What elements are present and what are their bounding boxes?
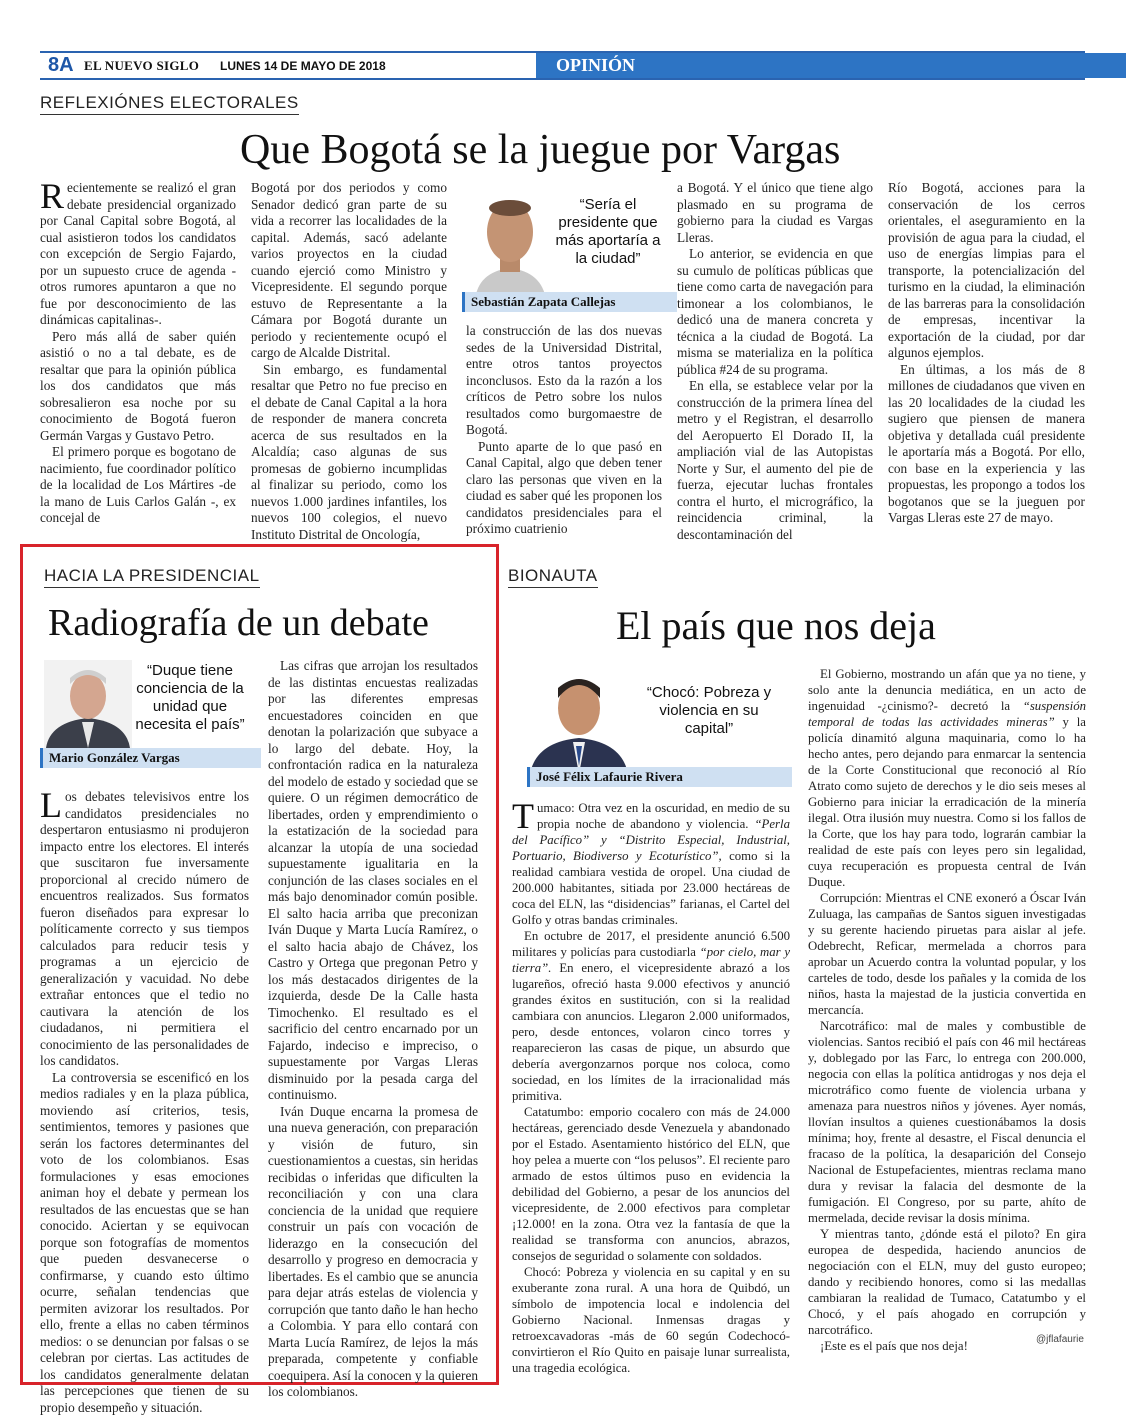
article2-column-1: Los debates televisivos entre los candidatos presidenciales no despertaron entusiasmo ni produjeron impacto entre los electores. El interés que suscitaron fue inversamente proporcional al crecido número de encuentros realizados. Sus formatos fueron diseñados para expresar lo políticamente correcto y sus tiempos calculados para reducir tesis y programas a un ejercicio de generalización y vacuidad. No debe extrañar entonces que el tedio no cautivara la atención de los ciudadanos, ni permitiera el conocimiento de las personalidades de los candidatos. La controversia se escenificó en los medios radiales y en la plaza pública, moviendo así criterios, tesis, sentimientos, temores y pasiones que serán los factores determinantes del voto de los colombianos. Esas formulaciones y esas emociones animan hoy el debate y permean los resultados de las encuestas que se han conocido. Aciertan y se equivocan porque son fotografías de momentos que pueden desvanecerse o confirmarse, y cuando esto último ocurre, señalan tendencias que permiten avizorar los resultados. Por ello, frente a ellas no caben términos medios: o se denuncian por falsas o se celebran por ciertas. Las actitudes de los candidatos generalmente delatan las percepciones que tienen de su propio desempeño y situación. (40, 785, 249, 1415)
section-title: OPINIÓN (556, 55, 636, 75)
newspaper-name: EL NUEVO SIGLO (84, 58, 200, 73)
article1-kicker: REFLEXIÓNES ELECTORALES (40, 93, 299, 115)
article1-column-5: Río Bogotá, acciones para la conservación de los cerros orientales, el aseguramiento en la provisión de agua para la ciudad, el uso de energías limpias para el transporte, la potencialización del turismo en la ciudad, la eliminación de las barreras para la consolidación de empresas, incentivar la exportación de la ciudad, por dar algunos ejemplos. En últimas, a los más de 8 millones de ciudadanos que viven en las 20 localidades de la ciudad les sugiero que piensen de manera objetiva y detallada cuál presidente le aportaría más a Bogotá. Por ello, con base en la experiencia y las propuestas, les propongo a todos los bogotanos que se la jueguen por Vargas Lleras este 27 de mayo. (888, 180, 1085, 525)
article1-headline: Que Bogotá se la juegue por Vargas (240, 127, 841, 173)
issue-date: LUNES 14 DE MAYO DE 2018 (220, 59, 386, 73)
article3-column-1: Tumaco: Otra vez en la oscuridad, en medio de su propia noche de abandono y violencia. “Perla del Pacífico” y “Distrito Especial, Industrial, Portuario, Biodiverso y Ecoturístico”, como si la realidad cambiara vestida de oropel. Una ciudad de 200.000 habitantes, sitiada por 23.000 hectáreas de coca del ELN, las “disidencias” farianas, el Cartel del Golfo y otras bandas criminales. En octubre de 2017, el presidente anunció 6.500 militares y policías para custodiarla “por cielo, mar y tierra”. En enero, el vicepresidente abrazó a los lugareños, ofreció hasta 9.000 efectivos y anunció grandes éxitos en sustitución, con si la realidad cambiara con anuncios. Llegaron 2.000 uniformados, pero, desde entonces, volaron cinco torres y reaparecieron las casas de pique, un absurdo que debería avergonzarnos porque nos coloca, como sociedad, en los límites de la irracionalidad más primitiva. Catatumbo: emporio cocalero con más de 24.000 hectáreas, gerenciado desde Venezuela y abandonado por el Estado. Asentamiento histórico del ELN, que hoy pelea a muerte con “los pelusos”. El reciente paro armado de estos últimos puso en evidencia la debilidad del Gobierno, a pesar de los anuncios del vicepresidente, de 2.000 efectivos para completar ¡12.000! en la zona. Otra vez la fantasía de que la realidad se transforma con anuncios, abrazos, consejos de seguridad o solamente con soldados. Chocó: Pobreza y violencia en su capital y en su exuberante zona rural. A una hora de Quibdó, un símbolo de impotencia local e indolencia del Gobierno Nacional. Inmensas dragas y retroexcavadoras -más de 60 según Codechocó- convirtieron el Río Quito en paisaje lunar surrealista, una tragedia ecológica. (512, 796, 790, 1375)
page-number: 8A (48, 54, 74, 76)
article2-headline: Radiografía de un debate (48, 602, 429, 644)
section-banner (536, 53, 1126, 78)
article1-column-3: la construcción de las dos nuevas sedes de la Universidad Distrital, entre otros tantos proyectos inconclusos. Esto da la razón a los críticos de Petro sobre los nulos resultados como burgomaestre de Bogotá. Punto aparte de lo que pasó en Canal Capital, algo que deben tener claro las personas que viven en la ciudad es saber qué les proponen los candidatos presidenciales para el próximo cuatrienio (466, 323, 662, 536)
page-header (40, 51, 1085, 80)
drop-cap: T (512, 796, 534, 836)
author-photo (470, 190, 550, 300)
article3-column-2: El Gobierno, mostrando un afán que ya no tiene, y solo ante la denuncia mediática, en un acto de ingenuidad -¿cinismo?- decretó la “suspensión temporal de todas las actividades mineras” y la policía dinamitó alguna maquinaria, como lo ha hecho antes, pero dejando para enmarcar la sentencia de la Corte Constitucional que reconoció al Río Atrato como sujeto de derechos y le dio seis meses al Gobierno para iniciar la erradicación de la minería ilegal. Otra ilusión muy nuestra. Como si los fallos de la Corte, que los hay para todo, lograrán cambiar la realidad de este país con leyes pero sin legalidad, cuya recuperación es propuesta central de Iván Duque. Corrupción: Mientras el CNE exoneró a Óscar Iván Zuluaga, las campañas de Santos siguen investigadas y su gerente haciendo piruetas para aislar al jefe. Odebrecht, Reficar, mermelada a chorros para aprobar un Acuerdo contra la voluntad popular, y los carteles de todo, desde los pañales y la comida de los niños, hasta la majestad de la justicia convertida en mercancía. Narcotráfico: mal de males y combustible de violencias. Santos recibió el país con 46 mil hectáreas y, doblegado por las Farc, lo entrega con 200.000, negocia con ellas la política antidrogas y nos deja el microtráfico como fuente de violencia urbana y amenaza para nuestros niños y jóvenes. Ayer nomás, llovían insultos a quienes cuestionábamos la dosis mínima; hoy, frente al desastre, el Fiscal denuncia el fracaso de la política, la desaparición del Consejo Nacional de Estupefacientes, mientras reclama mano dura y revisar la falacia del desmonte de la fumigación. El Congreso, por su parte, ahíto de mermelada, decide revisar la dosis mínima. Y mientras tanto, ¿dónde está el piloto? En gira europea de despedida, haciendo anuncios de negociación con el ELN, muy del gusto europeo; dando y recibiendo honores, como si las medallas cambiaran la realidad de Tumaco, Catatumbo y el Chocó, y el país ahogado en corrupción y narcotráfico. ¡Este es el país que nos deja! (808, 667, 1086, 1353)
author-handle: @jflafaurie (1036, 1334, 1084, 1345)
article2-pull-quote: “Duque tiene conciencia de la unidad que necesita el país” (135, 662, 245, 733)
article1-column-4: a Bogotá. Y el único que tiene algo plasmado en su programa de gobierno para la ciudad es Vargas Lleras. Lo anterior, se evidencia en que su cumulo de políticas públicas que tiene como carta de navegación para timonear a los colombianos, le dedicó una de manera concreta y técnica a la ciudad de Bogotá. La misma se materializa en la política pública #24 de su programa. En ella, se establece velar por la construcción de la primera línea del metro y el Registran, el desarrollo del Aeropuerto El Dorado II, la ampliación vial de las Autopistas Norte y Sur, el aumento del pie de fuerza, ejecutar luchas frontales contra el hurto, el micrográfico, la reincidencia criminal, la descontaminación del (677, 180, 873, 542)
author-photo (530, 666, 628, 774)
article2-byline: Mario González Vargas (40, 748, 261, 768)
article1-pull-quote: “Sería el presidente que más aportaría a la ciudad” (555, 196, 661, 267)
article3-byline: José Félix Lafaurie Rivera (527, 767, 792, 787)
article3-headline: El país que nos deja (616, 603, 936, 648)
author-photo (44, 660, 132, 748)
article1-column-1: Recientemente se realizó el gran debate presidencial organizado por Canal Capital sobre Bogotá, al cual asistieron todos los candidatos con excepción de Sergio Fajardo, por un supuesto cruce de agenda -otros rumores apuntaron a que no fue por desconocimiento de las dinámicas capitalinas-. Pero más allá de saber quién asistió o no a tal debate, es de resaltar que para la opinión pública los dos candidatos que más sobresalieron esa noche por su conocimiento de Bogotá fueron Germán Vargas y Gustavo Petro. El primero porque es bogotano de nacimiento, fue coordinador político de la localidad de Los Mártires -de la mano de Luis Carlos Galán -, ex concejal de (40, 176, 236, 525)
drop-cap: L (40, 785, 62, 825)
article3-kicker: BIONAUTA (508, 566, 598, 588)
drop-cap: R (40, 176, 65, 216)
article2-kicker: HACIA LA PRESIDENCIAL (44, 566, 260, 588)
article1-column-2: Bogotá por dos periodos y como Senador dedicó gran parte de su vida a recorrer las localidades de la capital. Además, sacó adelante varios proyectos en la ciudad cuando ejerció como Ministro y Vicepresidente. El segundo porque estuvo de Representante a la Cámara por Bogotá durante un periodo y recientemente ocupó el cargo de Alcalde Distrital. Sin embargo, es fundamental resaltar que Petro no fue preciso en el debate de Canal Capital a la hora de responder de manera concreta acerca de sus resultados en la Alcaldía; caso algunas de sus promesas de gobierno incumplidas al finalizar su periodo, como los nuevos 1.000 jardines infantiles, los nuevos 100 colegios, el nuevo Instituto Distrital de Oncología, (251, 180, 447, 542)
article2-column-2: Las cifras que arrojan los resultados de las distintas encuestas realizadas por las diferentes empresas encuestadores coinciden en que denotan la polarización que subyace a lo largo del debate. Hoy, la confrontación radica en la naturaleza del modelo de estado y sociedad que se quiere. O un régimen democrático de libertades, orden y emprendimiento o la estatización de la sociedad para alcanzar la utopía de una sociedad supuestamente igualitaria en la conjunción de las clases sociales en el más bajo denominador común posible. El salto hacia arriba que preconizan Iván Duque y Marta Lucía Ramírez, o el salto hacia abajo de Chávez, los Castro y Ortega que pregonan Petro y los más destacados dirigentes de la izquierda, desde De la Calle hasta Timochenko. El resultado es el sacrificio del centro encarnado por un Fajardo, indeciso e impreciso, o supuestamente por Vargas Lleras disminuido por la pesada carga del continuismo. Iván Duque encarna la promesa de una nueva generación, con preparación y visión de futuro, sin cuestionamientos a cuestas, sin heridas recibidas o inferidas que dificulten la reconciliación y con una clara conciencia de la unidad que requiere construir un país con vocación de liderazgo en la consecución del desarrollo y progreso en democracia y libertades. Es el cambio que se anuncia para dejar atrás estelas de violencia y corrupción que tanto daño le han hecho a Colombia. Y para ello contará con Marta Lucía Ramírez, de lejos la más preparada, competente y confiable coequipera. Así la conocen y la quieren los colombianos. (268, 658, 478, 1399)
article3-pull-quote: “Chocó: Pobreza y violencia en su capital” (646, 684, 772, 737)
article1-byline: Sebastián Zapata Callejas (462, 292, 677, 312)
